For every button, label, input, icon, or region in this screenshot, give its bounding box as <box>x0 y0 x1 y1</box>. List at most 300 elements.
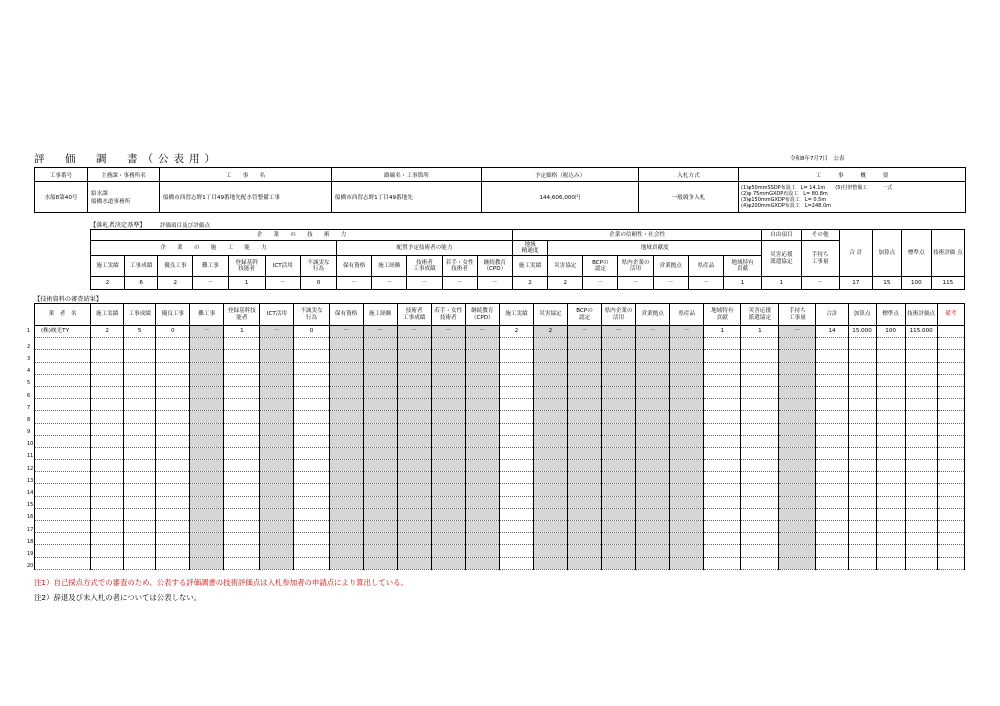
row-number: 14 <box>27 490 34 497</box>
result-cell <box>329 362 363 374</box>
result-cell <box>124 460 156 472</box>
result-cell <box>431 533 465 545</box>
result-cell <box>91 484 124 496</box>
result-cell <box>294 399 329 411</box>
result-cell <box>636 399 670 411</box>
result-cell <box>636 411 670 423</box>
result-cell <box>567 435 601 447</box>
result-cell: － <box>636 326 670 338</box>
item-label: 県内企業の 活用 <box>618 256 653 277</box>
result-cell <box>779 447 816 459</box>
result-cell <box>876 399 905 411</box>
header-office: 主務課・事務所名 <box>88 168 160 182</box>
result-cell <box>567 545 601 557</box>
result-cell <box>905 508 937 520</box>
result-cell <box>779 338 816 350</box>
result-cell <box>670 472 704 484</box>
result-cell <box>124 472 156 484</box>
result-cell <box>329 521 363 533</box>
result-cell <box>190 484 224 496</box>
result-cell <box>397 533 431 545</box>
result-cell <box>567 447 601 459</box>
criteria-point: － <box>265 277 300 290</box>
result-cell: － <box>431 326 465 338</box>
table-row <box>35 374 965 386</box>
result-cell <box>567 472 601 484</box>
result-cell <box>499 496 533 508</box>
result-cell <box>905 521 937 533</box>
standard-label: 標準点 <box>901 230 931 277</box>
table-row <box>35 338 965 350</box>
project-name: 船橋市西習志野1丁目49番地先配水管整備工事 <box>160 182 332 213</box>
result-cell <box>294 423 329 435</box>
company-cell <box>27 399 91 411</box>
result-cell <box>876 508 905 520</box>
result-cell <box>431 447 465 459</box>
result-cell <box>848 545 876 557</box>
result-cell <box>465 521 499 533</box>
result-cell <box>465 447 499 459</box>
result-cell <box>704 350 741 362</box>
criteria-point: － <box>583 277 618 290</box>
table-row <box>35 496 965 508</box>
result-cell <box>260 521 294 533</box>
result-cell <box>636 545 670 557</box>
result-cell <box>124 338 156 350</box>
result-cell <box>602 460 636 472</box>
result-cell <box>260 399 294 411</box>
result-cell <box>704 533 741 545</box>
result-cell <box>905 399 937 411</box>
result-cell <box>224 338 260 350</box>
result-cell <box>260 545 294 557</box>
result-cell <box>704 508 741 520</box>
result-cell <box>465 350 499 362</box>
result-cell <box>499 362 533 374</box>
result-cell <box>156 435 190 447</box>
header-item: 加算点 <box>848 304 876 326</box>
result-cell <box>741 447 779 459</box>
result-cell <box>124 521 156 533</box>
result-cell <box>465 533 499 545</box>
result-cell <box>363 545 397 557</box>
result-cell <box>670 338 704 350</box>
points-row <box>91 277 965 290</box>
result-cell <box>465 399 499 411</box>
result-cell <box>876 350 905 362</box>
item-label: 地域特有 貢献 <box>723 256 761 277</box>
result-cell <box>937 447 964 459</box>
result-cell <box>190 435 224 447</box>
result-cell <box>224 533 260 545</box>
result-cell <box>905 484 937 496</box>
result-cell <box>156 472 190 484</box>
criteria-point: 2 <box>548 277 583 290</box>
result-cell <box>533 472 567 484</box>
result-cell <box>329 447 363 459</box>
result-cell <box>567 338 601 350</box>
header-item: 標準点 <box>876 304 905 326</box>
result-cell <box>816 447 848 459</box>
result-cell <box>363 435 397 447</box>
result-cell <box>602 472 636 484</box>
workload-label: 手持ち 工事量 <box>801 241 839 277</box>
result-cell <box>224 350 260 362</box>
criteria-point: － <box>442 277 477 290</box>
result-cell <box>260 338 294 350</box>
result-cell: － <box>190 326 224 338</box>
result-cell <box>329 545 363 557</box>
company-cell <box>27 472 91 484</box>
result-cell <box>260 374 294 386</box>
result-cell <box>636 350 670 362</box>
row-number: 1 <box>27 328 31 335</box>
bid-method: 一般競争入札 <box>639 182 739 213</box>
company-cell <box>27 496 91 509</box>
result-cell <box>779 362 816 374</box>
result-cell <box>124 484 156 496</box>
row-number: 4 <box>27 368 31 375</box>
result-cell <box>397 484 431 496</box>
result-cell <box>465 557 499 569</box>
result-cell <box>670 386 704 398</box>
result-cell <box>876 435 905 447</box>
result-cell <box>190 460 224 472</box>
result-cell: － <box>567 326 601 338</box>
table-row <box>35 460 965 472</box>
result-cell <box>533 338 567 350</box>
result-cell <box>91 496 124 508</box>
result-cell <box>294 386 329 398</box>
result-cell <box>937 386 964 398</box>
item-label: 優良工事 <box>158 256 193 277</box>
result-cell <box>741 435 779 447</box>
result-cell <box>876 460 905 472</box>
result-cell <box>329 508 363 520</box>
company-cell <box>27 508 91 521</box>
result-cell <box>431 460 465 472</box>
result-cell <box>876 374 905 386</box>
result-cell <box>636 496 670 508</box>
result-cell <box>156 557 190 569</box>
result-cell <box>876 423 905 435</box>
result-cell <box>602 374 636 386</box>
item-label: 若手・女性 技術者 <box>442 256 477 277</box>
item-label: 不誠実な 行為 <box>300 256 336 277</box>
header-item: 災害協定 <box>533 304 567 326</box>
result-cell <box>465 386 499 398</box>
result-cell <box>816 399 848 411</box>
result-cell <box>397 557 431 569</box>
result-cell <box>91 557 124 569</box>
result-cell <box>533 386 567 398</box>
result-cell: 1 <box>741 326 779 338</box>
result-cell <box>602 521 636 533</box>
result-cell <box>816 496 848 508</box>
result-cell <box>156 350 190 362</box>
result-cell <box>224 484 260 496</box>
result-cell <box>567 386 601 398</box>
tech-score-label: 技術評価 点 <box>931 230 964 277</box>
result-cell <box>156 533 190 545</box>
result-cell <box>779 399 816 411</box>
result-cell <box>905 362 937 374</box>
criteria-point: 2 <box>91 277 125 290</box>
result-cell <box>937 508 964 520</box>
result-cell: 115.000 <box>905 326 937 338</box>
result-cell <box>602 435 636 447</box>
result-cell <box>397 374 431 386</box>
result-cell <box>848 533 876 545</box>
result-cell <box>224 386 260 398</box>
result-cell <box>465 374 499 386</box>
result-cell <box>329 338 363 350</box>
result-cell <box>670 484 704 496</box>
company-cell <box>27 533 91 545</box>
result-cell <box>636 423 670 435</box>
table-row <box>35 423 965 435</box>
result-cell <box>499 447 533 459</box>
criteria-point: 6 <box>125 277 158 290</box>
result-cell <box>190 423 224 435</box>
table-row <box>35 350 965 362</box>
result-cell <box>190 496 224 508</box>
result-cell <box>363 533 397 545</box>
result-cell <box>848 508 876 520</box>
result-cell <box>363 496 397 508</box>
result-cell <box>329 423 363 435</box>
result-cell <box>190 399 224 411</box>
result-cell <box>670 423 704 435</box>
header-bid-method: 入札方式 <box>639 168 739 182</box>
result-cell <box>741 386 779 398</box>
result-cell <box>636 374 670 386</box>
result-cell <box>670 435 704 447</box>
result-cell <box>670 521 704 533</box>
criteria-point: － <box>407 277 442 290</box>
result-cell <box>704 496 741 508</box>
result-cell <box>704 399 741 411</box>
result-cell: 2 <box>91 326 124 338</box>
table-row <box>35 508 965 520</box>
result-cell <box>363 399 397 411</box>
result-cell <box>329 557 363 569</box>
group-construction-ability: 企 業 の 施 工 能 力 <box>91 241 337 256</box>
result-cell <box>704 423 741 435</box>
table-row <box>35 557 965 569</box>
result-cell <box>567 508 601 520</box>
row-number: 8 <box>27 416 31 423</box>
result-cell: 1 <box>224 326 260 338</box>
result-cell <box>876 496 905 508</box>
result-cell <box>905 496 937 508</box>
result-cell <box>156 338 190 350</box>
result-cell: － <box>602 326 636 338</box>
result-cell <box>533 460 567 472</box>
result-cell <box>124 423 156 435</box>
result-cell <box>937 557 964 569</box>
item-label: 県産品 <box>688 256 723 277</box>
result-cell <box>363 521 397 533</box>
result-cell <box>190 386 224 398</box>
result-cell <box>397 362 431 374</box>
result-cell <box>741 496 779 508</box>
result-cell <box>848 386 876 398</box>
result-cell <box>190 521 224 533</box>
result-cell <box>567 374 601 386</box>
result-cell <box>397 338 431 350</box>
item-label: 施工実績 <box>91 256 125 277</box>
result-cell <box>190 411 224 423</box>
result-cell <box>363 350 397 362</box>
result-cell <box>224 521 260 533</box>
result-cell <box>779 496 816 508</box>
result-cell <box>499 545 533 557</box>
result-cell <box>533 496 567 508</box>
result-cell <box>124 557 156 569</box>
result-cell <box>431 435 465 447</box>
row-number: 9 <box>27 429 31 436</box>
result-cell <box>431 423 465 435</box>
result-cell <box>779 374 816 386</box>
result-cell <box>156 374 190 386</box>
result-cell <box>636 484 670 496</box>
header-project-name: 工 事 名 <box>160 168 332 182</box>
result-cell <box>533 411 567 423</box>
result-cell <box>704 484 741 496</box>
result-cell: 2 <box>533 326 567 338</box>
result-cell <box>848 423 876 435</box>
note-2: 注2）辞退及び未入札の者については公表しない。 <box>34 593 202 602</box>
result-cell <box>294 411 329 423</box>
result-cell: － <box>779 326 816 338</box>
result-cell <box>224 472 260 484</box>
result-cell <box>670 374 704 386</box>
result-cell <box>260 350 294 362</box>
result-cell <box>533 557 567 569</box>
result-cell <box>533 484 567 496</box>
criteria-point: － <box>193 277 228 290</box>
result-cell <box>741 508 779 520</box>
result-cell <box>363 423 397 435</box>
result-cell: － <box>465 326 499 338</box>
result-cell <box>533 521 567 533</box>
result-cell <box>876 338 905 350</box>
row-number: 5 <box>27 380 31 387</box>
criteria-point: 1 <box>723 277 761 290</box>
result-cell <box>670 545 704 557</box>
header-item: ICT活用 <box>260 304 294 326</box>
result-cell <box>602 362 636 374</box>
result-cell <box>602 496 636 508</box>
result-cell <box>260 423 294 435</box>
result-cell <box>190 362 224 374</box>
result-cell <box>431 557 465 569</box>
result-cell <box>533 362 567 374</box>
result-cell <box>816 460 848 472</box>
result-cell <box>363 411 397 423</box>
result-cell: 0 <box>156 326 190 338</box>
result-cell <box>848 338 876 350</box>
result-cell <box>124 374 156 386</box>
result-cell <box>156 496 190 508</box>
result-cell <box>533 399 567 411</box>
result-cell <box>816 472 848 484</box>
result-cell <box>91 386 124 398</box>
result-cell <box>636 435 670 447</box>
result-cell <box>260 362 294 374</box>
criteria-point: 100 <box>901 277 931 290</box>
result-cell <box>602 399 636 411</box>
result-cell <box>431 508 465 520</box>
result-cell <box>329 533 363 545</box>
result-cell <box>937 399 964 411</box>
result-cell <box>294 374 329 386</box>
result-cell: － <box>329 326 363 338</box>
company-cell <box>27 484 91 497</box>
result-cell <box>937 374 964 386</box>
result-cell <box>816 338 848 350</box>
result-cell <box>190 533 224 545</box>
table-row <box>35 399 965 411</box>
row-number: 16 <box>27 514 34 521</box>
result-cell <box>499 557 533 569</box>
criteria-point: － <box>477 277 512 290</box>
result-cell <box>499 399 533 411</box>
result-cell <box>704 521 741 533</box>
result-cell <box>397 460 431 472</box>
result-cell <box>363 362 397 374</box>
result-cell <box>567 521 601 533</box>
criteria-point: － <box>372 277 407 290</box>
row-number: 19 <box>27 550 34 557</box>
result-cell <box>190 545 224 557</box>
result-cell <box>156 411 190 423</box>
result-cell <box>397 350 431 362</box>
result-cell <box>636 557 670 569</box>
total-label: 合 計 <box>839 230 872 277</box>
result-cell <box>499 350 533 362</box>
result-cell <box>636 472 670 484</box>
result-cell <box>779 460 816 472</box>
table-row <box>35 386 965 398</box>
office-name: 給水課 船橋水道事務所 <box>88 182 160 213</box>
result-cell <box>363 460 397 472</box>
item-label: 保有資格 <box>337 256 372 277</box>
header-item: 若手・女性 技術者 <box>431 304 465 326</box>
criteria-point: － <box>653 277 688 290</box>
result-cell <box>779 484 816 496</box>
result-cell <box>91 521 124 533</box>
header-item: 地域特有 貢献 <box>704 304 741 326</box>
result-cell <box>260 447 294 459</box>
result-cell <box>260 508 294 520</box>
item-label: 技術者 工事成績 <box>407 256 442 277</box>
result-cell <box>704 411 741 423</box>
result-cell <box>533 374 567 386</box>
result-cell <box>397 496 431 508</box>
result-cell <box>363 374 397 386</box>
result-cell <box>224 460 260 472</box>
result-cell <box>937 496 964 508</box>
result-cell <box>224 447 260 459</box>
result-cell <box>431 374 465 386</box>
group-technical-capability: 企 業 の 技 術 力 <box>91 230 513 241</box>
result-cell <box>905 423 937 435</box>
result-cell <box>499 508 533 520</box>
result-cell <box>124 533 156 545</box>
header-remarks: 備考 <box>937 304 964 326</box>
